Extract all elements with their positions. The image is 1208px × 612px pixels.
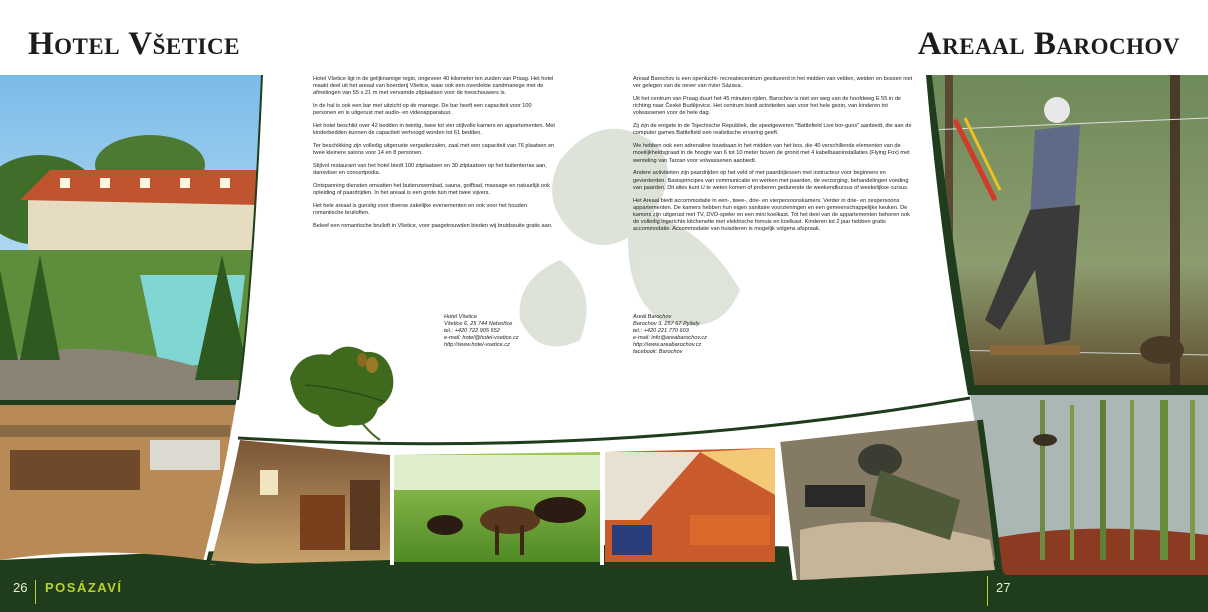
contact-line: http://www.hotel-vsetice.cz (444, 342, 510, 348)
hotel-room-photo (210, 440, 390, 565)
left-paragraph: Ter beschikking zijn volledig uitgeruste vergaderzalen, zaal met een capaciteit van 76 plaatsen en twee kleinere salons voor 14 en 8 personen. (313, 143, 555, 157)
contact-line: http://www.areabarochov.cz (633, 342, 702, 348)
left-paragraph: Het hotel beschikt over 42 bedden in twintig, twee tot vier stijlvolle kamers en appartementen. Met kinderbedden kunnen de capaciteit verhoogd worden tot 61 bedden. (313, 123, 555, 137)
right-paragraph: We hebben ook een adrenaline touwbaan in het midden van het bos, die 40 verschillende elementen van de moeilijkheidsgraad in de hoogte van 6 tot 10 meter boven de grond met 4 kabelbaaninstallaties (Flying Fox) met wenteling van Tarzan voor volwassenen aanbiedt. (633, 143, 910, 164)
left-paragraph: Stijlvol restaurant van het hotel biedt 100 zitplaatsen en 30 zitplaatsen op het buitenterras aan, dansvloer en concertpodia. (313, 163, 547, 177)
left-text-column (313, 76, 555, 236)
contact-line: e-mail: info@areabarochov.cz (633, 335, 707, 341)
oak-leaf-icon (290, 347, 393, 440)
contact-line: tel.: +420 722 905 552 (444, 328, 500, 334)
contact-line: Hotel Všetice (444, 314, 477, 320)
barochov-contact (633, 314, 707, 356)
left-page-title: Hotel Všetice (28, 26, 240, 62)
right-text-column (633, 76, 916, 239)
right-page-title: Areaal Barochov (917, 26, 1180, 62)
right-paragraph: Zij zijn de enigste in de Tsjechische Republiek, die speelgeweren "Battlefield Live bor-guns" aanbiedt, die aan de computer games Battlefield een realistische ervaring geeft. (633, 123, 912, 137)
footer-divider (35, 580, 36, 604)
contact-line: Areál Barochov (633, 314, 672, 320)
restaurant-interior-photo (0, 405, 238, 560)
contact-line: facebook: Barochov (633, 349, 683, 355)
right-paragraph: Uit het centrum van Praag duurt het 45 minuten rijden. Barochov is niet ver weg van de hoofdweg E 55 in de richting naar České Budějovice. Het centrum biedt activiteiten aan voor het hele gezin, van kinderen tot volwassenen voor de hele dag. (633, 96, 902, 117)
footer-divider (987, 576, 988, 606)
left-page-number: 26 (13, 580, 28, 595)
hotel-contact (444, 314, 519, 349)
right-page-number: 27 (996, 580, 1011, 595)
left-paragraph: Ontspanning diensten omvatten het buitenzwembad, sauna, golfbad, massage en natuurlijk ook opleiding of paardrijden. In het areaal is een grote tuin met twee vijvers. (313, 183, 550, 197)
battlefield-gun-photo (780, 420, 1000, 582)
right-paragraph: Het Areaal biedt accommodatie in een-, twee-, drie- en vierpersoonskamers. Verder in drie- en zespersoons appartementen. De kamers hebben hun eigen sanitaire voorzieningen en een gemeenschappelijke keuken. De kamers zijn uitgerust met TV, DVD-speler en een mini koelkast. Tot het deel van de appartementen behoren ook de volledig ingerichte kitchenette met elektrische fornuis en koelkast. Kinderen tot 2 jaar hebben gratis accommodatie. Accommodatie van huisdieren is mogelijk volgens afspraak. (633, 197, 910, 233)
hotel-building-photo (0, 75, 263, 410)
horses-photo (394, 452, 600, 562)
left-paragraph: Het hele areaal is gunstig voor diverse zakelijke evenementen en ook voor het houden romantische bruiloften. (313, 203, 527, 217)
right-paragraph: Areaal Barochov is een openlucht- recreatiecentrum gesitueerd in het midden van velden, weiden en bossen niet ver gelegen van de oever van rivier Sázava. (633, 76, 913, 90)
left-paragraph: Beleef een romantische bruiloft in Všetice, voor pasgetrouwden bieden wij bruidssuite gratis aan. (313, 223, 553, 230)
contact-line: Barochov 3, 257 67 Pyšely (633, 321, 700, 327)
contact-line: e-mail: hotel@hotel-vsetice.cz (444, 335, 519, 341)
left-paragraph: Hotel Všetice ligt in de gelijknamige regio, ongeveer 40 kilometer ten zuiden van Praag. Het hotel maakt deel uit het areaal van boerderij Všetice, waar ook een overdekte zandmanege met de afmetingen van 55 x 21 m met vervamde zitplaatsen voor de toeschouwers is. (313, 76, 554, 97)
right-paragraph: Andere activiteiten zijn paardrijden op het veld of met paardrijlessen met instructeur voor beginners en gevorderden. Basisprincipes van communicatie en werken met paarden, de verzorging, behandelingen voeding van paarden. Dit alles kunt U te weten komen of proberen gedurende de weekendkursus of weekelijkse cursus. (633, 170, 909, 191)
left-paragraph: In de hal is ook een bar met uitzicht op de manege. De bar heeft een capaciteit voor 100 personen en is uitgerust met audio- en videoapparatuur. (313, 103, 532, 117)
attic-bedroom-photo (605, 448, 775, 562)
contact-line: Všetice 6, 25 744 Netvořice (444, 321, 513, 327)
brand-name: POSÁZAVÍ (45, 580, 123, 595)
contact-line: tel.: +420 221 770 603 (633, 328, 689, 334)
